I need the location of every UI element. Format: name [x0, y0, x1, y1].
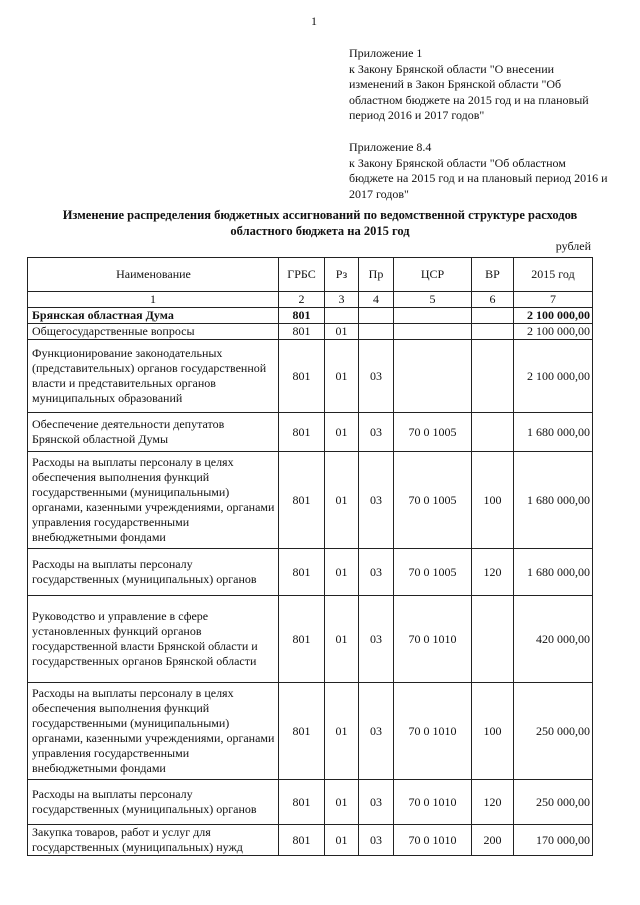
page-number: 1: [311, 14, 317, 28]
cell-csr: [394, 340, 472, 413]
cell-grbs: 801: [279, 340, 325, 413]
table-row: [28, 683, 593, 780]
cell-name: Обеспечение деятельности депутатов Брянской областной Думы: [28, 413, 279, 452]
cell-rz: 01: [325, 549, 359, 596]
cell-rz: 01: [325, 825, 359, 856]
cell-name: Функционирование законодательных (представительных) органов государственной власти и представительных органов муниципальных образований: [28, 340, 279, 413]
cell-vr: [472, 308, 514, 324]
cell-pr: 03: [359, 549, 394, 596]
cell-csr: 70 0 1010: [394, 683, 472, 780]
cell-sum: 250 000,00: [514, 780, 593, 825]
cell-pr: 03: [359, 340, 394, 413]
cell-name: Закупка товаров, работ и услуг для государственных (муниципальных) нужд: [28, 825, 279, 856]
table-row: [28, 452, 593, 549]
cell-sum: 2 100 000,00: [514, 324, 593, 340]
cell-vr: [472, 596, 514, 683]
cell-grbs: 801: [279, 596, 325, 683]
cell-name: Расходы на выплаты персоналу государственных (муниципальных) органов: [28, 549, 279, 596]
table-row: [28, 308, 593, 324]
cell-name: Брянская областная Дума: [28, 308, 279, 324]
cell-name: Расходы на выплаты персоналу в целях обеспечения выполнения функций государственными (муниципальными) органами, казенными учреждениями, органами управления государственными внебюджетными фондами: [28, 452, 279, 549]
cell-name: Расходы на выплаты персоналу в целях обеспечения выполнения функций государственными (муниципальными) органами, казенными учреждениями, органами управления государственными внебюджетными фондами: [28, 683, 279, 780]
cell-rz: [325, 308, 359, 324]
cell-csr: 70 0 1010: [394, 780, 472, 825]
cell-name: Расходы на выплаты персоналу государственных (муниципальных) органов: [28, 780, 279, 825]
cell-grbs: 801: [279, 452, 325, 549]
cell-rz: 01: [325, 413, 359, 452]
cell-rz: 01: [325, 324, 359, 340]
col-number: 4: [359, 292, 394, 308]
currency-unit: рублей: [555, 239, 591, 253]
cell-vr: 200: [472, 825, 514, 856]
cell-grbs: 801: [279, 413, 325, 452]
header-year: 2015 год: [514, 258, 593, 292]
cell-rz: 01: [325, 596, 359, 683]
cell-name: Руководство и управление в сфере установленных функций органов государственной власти Брянской области и государственных органов Брянской области: [28, 596, 279, 683]
cell-vr: 100: [472, 452, 514, 549]
col-number: 2: [279, 292, 325, 308]
cell-rz: 01: [325, 340, 359, 413]
cell-csr: [394, 324, 472, 340]
cell-grbs: 801: [279, 683, 325, 780]
cell-csr: [394, 308, 472, 324]
cell-sum: 420 000,00: [514, 596, 593, 683]
cell-pr: 03: [359, 452, 394, 549]
cell-vr: 120: [472, 549, 514, 596]
col-number: 5: [394, 292, 472, 308]
header-pr: Пр: [359, 258, 394, 292]
cell-sum: 1 680 000,00: [514, 413, 593, 452]
col-number: 6: [472, 292, 514, 308]
cell-rz: 01: [325, 780, 359, 825]
cell-grbs: 801: [279, 549, 325, 596]
cell-pr: 03: [359, 825, 394, 856]
table-row: [28, 825, 593, 856]
column-number-row: [28, 292, 593, 308]
col-number: 7: [514, 292, 593, 308]
table-header-row: [28, 258, 593, 292]
table-row: [28, 413, 593, 452]
table-row: [28, 780, 593, 825]
cell-csr: 70 0 1010: [394, 596, 472, 683]
cell-grbs: 801: [279, 780, 325, 825]
cell-sum: 2 100 000,00: [514, 340, 593, 413]
header-grbs: ГРБС: [279, 258, 325, 292]
cell-rz: 01: [325, 452, 359, 549]
header-name: Наименование: [28, 258, 279, 292]
header-rz: Рз: [325, 258, 359, 292]
budget-table: [27, 257, 593, 856]
cell-pr: [359, 324, 394, 340]
cell-sum: 250 000,00: [514, 683, 593, 780]
document-title: Изменение распределения бюджетных ассигнований по ведомственной структуре расходов областного бюджета на 2015 год: [62, 208, 578, 238]
cell-csr: 70 0 1005: [394, 413, 472, 452]
cell-csr: 70 0 1010: [394, 825, 472, 856]
appendix-8-4-text: к Закону Брянской области "Об областном бюджете на 2015 год и на плановый период 2016 и 2017 годов": [349, 155, 608, 201]
col-number: 3: [325, 292, 359, 308]
cell-csr: 70 0 1005: [394, 549, 472, 596]
appendix-1-note: [349, 46, 611, 124]
cell-grbs: 801: [279, 324, 325, 340]
cell-vr: 100: [472, 683, 514, 780]
cell-rz: 01: [325, 683, 359, 780]
cell-sum: 1 680 000,00: [514, 549, 593, 596]
appendix-1-title: Приложение 1: [349, 46, 423, 60]
cell-vr: [472, 324, 514, 340]
cell-pr: 03: [359, 413, 394, 452]
cell-vr: [472, 340, 514, 413]
table-row: [28, 340, 593, 413]
cell-sum: 1 680 000,00: [514, 452, 593, 549]
col-number: 1: [28, 292, 279, 308]
appendix-8-4-note: [349, 140, 611, 202]
cell-pr: [359, 308, 394, 324]
header-vr: ВР: [472, 258, 514, 292]
cell-pr: 03: [359, 780, 394, 825]
table-row: [28, 596, 593, 683]
cell-vr: [472, 413, 514, 452]
cell-name: Общегосударственные вопросы: [28, 324, 279, 340]
table-row: [28, 549, 593, 596]
cell-sum: 170 000,00: [514, 825, 593, 856]
appendix-1-text: к Закону Брянской области "О внесении изменений в Закон Брянской области "Об областном бюджете на 2015 год и на плановый период 2016 и 2017 годов": [349, 61, 589, 122]
cell-vr: 120: [472, 780, 514, 825]
header-csr: ЦСР: [394, 258, 472, 292]
table-row: [28, 324, 593, 340]
cell-csr: 70 0 1005: [394, 452, 472, 549]
cell-sum: 2 100 000,00: [514, 308, 593, 324]
appendix-8-4-title: Приложение 8.4: [349, 140, 432, 154]
cell-grbs: 801: [279, 308, 325, 324]
cell-pr: 03: [359, 596, 394, 683]
cell-grbs: 801: [279, 825, 325, 856]
cell-pr: 03: [359, 683, 394, 780]
